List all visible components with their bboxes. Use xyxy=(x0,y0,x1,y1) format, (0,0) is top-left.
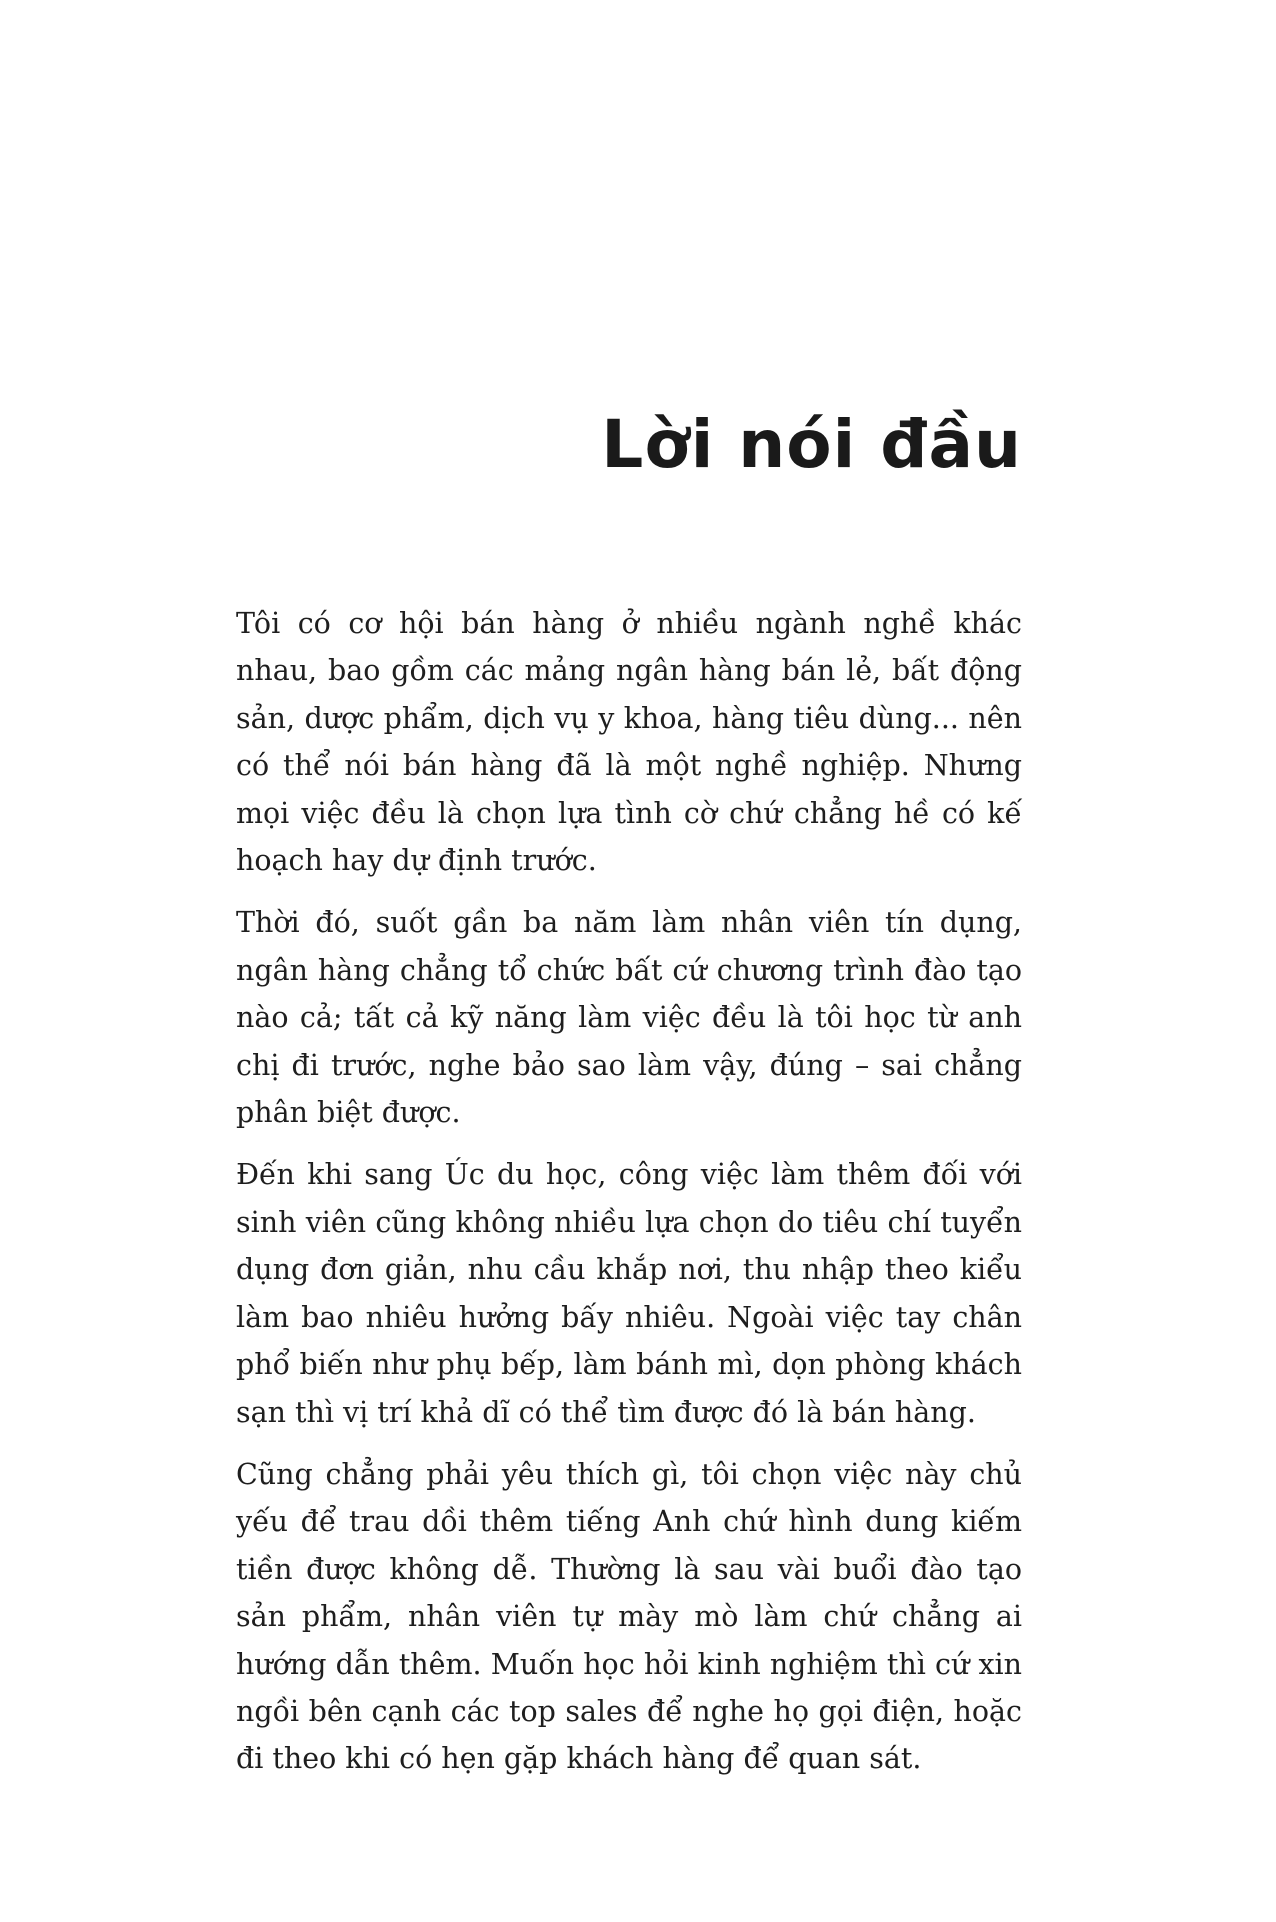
paragraph-4: Cũng chẳng phải yêu thích gì, tôi chọn việc này chủ yếu để trau dồi thêm tiếng Anh chứ hình dung kiếm tiền được không dễ. Thường là sau vài buổi đào tạo sản phẩm, nhân viên tự mày mò làm chứ chẳng ai hướng dẫn thêm. Muốn học hỏi kinh nghiệm thì cứ xin ngồi bên cạnh các top sales để nghe họ gọi điện, hoặc đi theo khi có hẹn gặp khách hàng để quan sát. xyxy=(236,1457,1022,1776)
chapter-title: Lời nói đầu xyxy=(601,406,1022,483)
paragraph-2: Thời đó, suốt gần ba năm làm nhân viên tín dụng, ngân hàng chẳng tổ chức bất cứ chương trình đào tạo nào cả; tất cả kỹ năng làm việc đều là tôi học từ anh chị đi trước, nghe bảo sao làm vậy, đúng – sai chẳng phân biệt được. xyxy=(236,906,1022,1130)
chapter-body xyxy=(236,600,1022,1798)
paragraph-1: Tôi có cơ hội bán hàng ở nhiều ngành nghề khác nhau, bao gồm các mảng ngân hàng bán lẻ, bất động sản, dược phẩm, dịch vụ y khoa, hàng tiêu dùng... nên có thể nói bán hàng đã là một nghề nghiệp. Nhưng mọi việc đều là chọn lựa tình cờ chứ chẳng hề có kế hoạch hay dự định trước. xyxy=(236,607,1022,878)
paragraph-3: Đến khi sang Úc du học, công việc làm thêm đối với sinh viên cũng không nhiều lựa chọn do tiêu chí tuyển dụng đơn giản, nhu cầu khắp nơi, thu nhập theo kiểu làm bao nhiêu hưởng bấy nhiêu. Ngoài việc tay chân phổ biến như phụ bếp, làm bánh mì, dọn phòng khách sạn thì vị trí khả dĩ có thể tìm được đó là bán hàng. xyxy=(236,1158,1022,1429)
